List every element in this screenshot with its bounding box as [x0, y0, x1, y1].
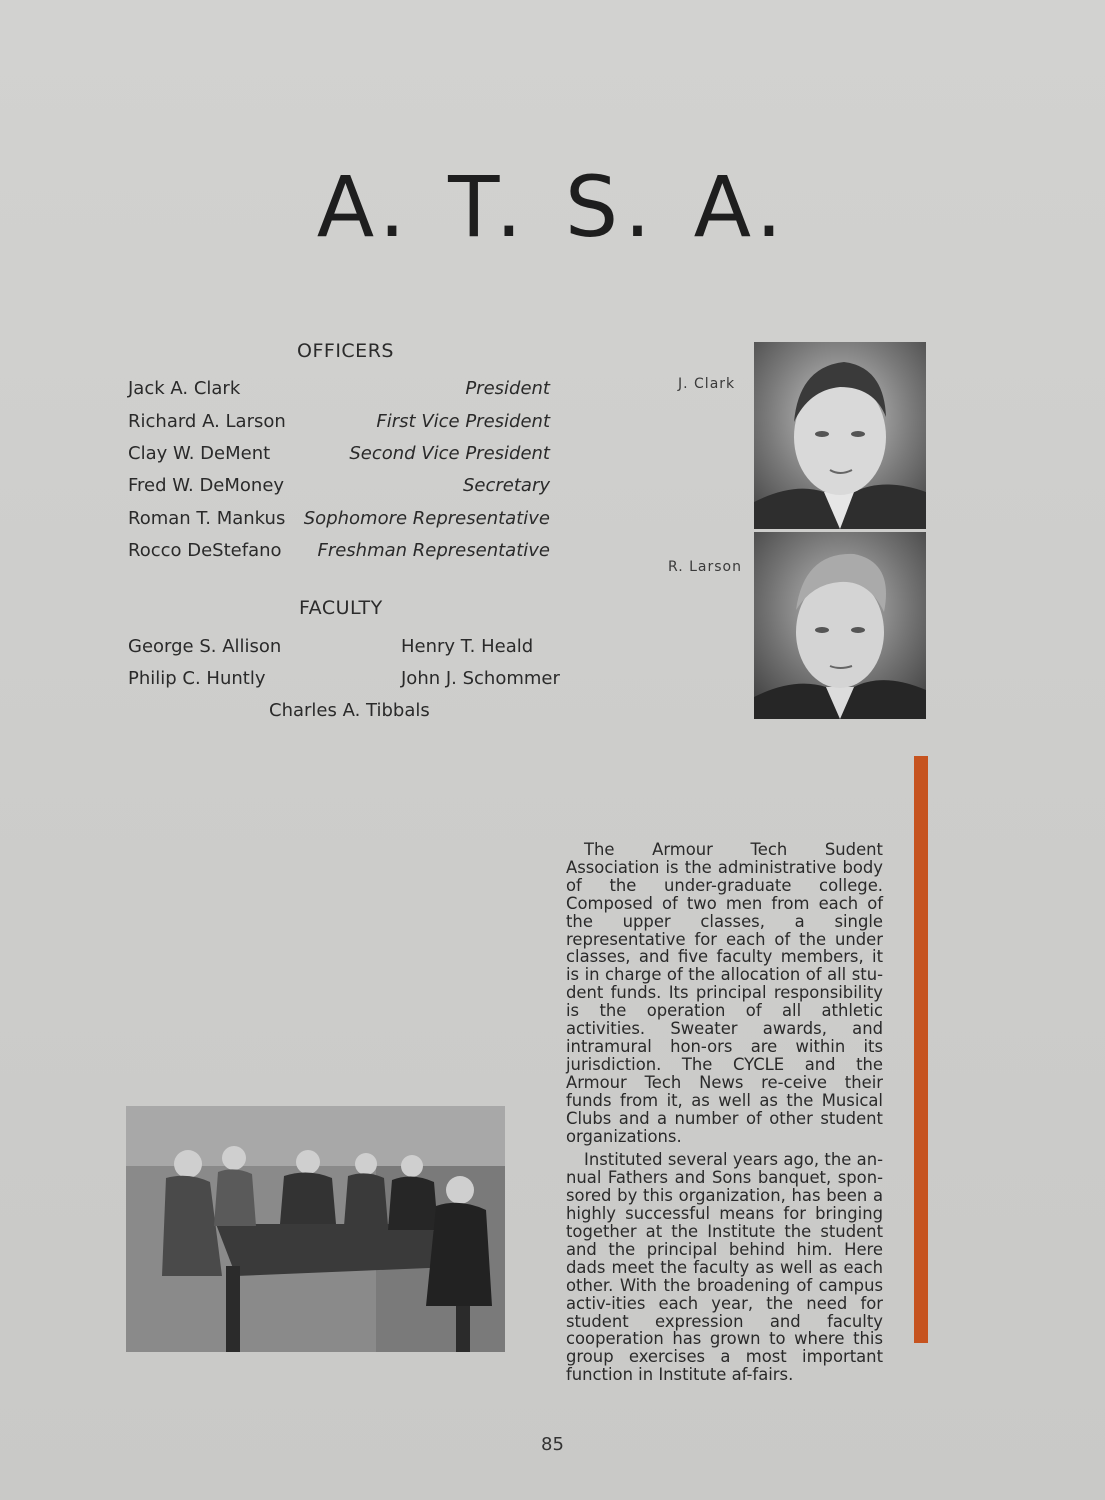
faculty-member: John J. Schommer — [401, 668, 560, 689]
photo-caption-larson: R. Larson — [668, 559, 742, 575]
officer-name: Jack A. Clark — [128, 378, 241, 399]
officers-heading: OFFICERS — [297, 340, 394, 362]
officer-row — [128, 540, 550, 570]
officer-name: Rocco DeStefano — [128, 540, 282, 561]
officer-name: Fred W. DeMoney — [128, 475, 285, 496]
officer-row — [128, 508, 550, 538]
officer-role: Secretary — [462, 475, 550, 496]
description-text — [566, 841, 883, 1390]
accent-bar — [914, 756, 928, 1343]
officer-role: President — [465, 378, 550, 399]
officer-role: Second Vice President — [349, 443, 550, 464]
faculty-heading: FACULTY — [299, 597, 383, 619]
faculty-member: Philip C. Huntly — [128, 668, 266, 689]
officer-row — [128, 378, 550, 408]
page-number: 85 — [541, 1434, 564, 1455]
portrait-larson-photo — [754, 532, 926, 719]
faculty-member: Henry T. Heald — [401, 636, 534, 657]
paragraph: The Armour Tech Sudent Association is the administrative body of the under-graduate college. Composed of two men from each of the upper classes, a single representative for each of the under classes, and five faculty members, it is in charge of the allocation of all stu-dent funds. Its principal responsibility is the operation of all athletic activities. Sweater awards, and intramural hon-ors are within its jurisdiction. The CYCLE and the Armour Tech News re-ceive their funds from it, as well as the Musical Clubs and a number of other student organizations. — [566, 840, 883, 1146]
paragraph: Instituted several years ago, the an-nual Fathers and Sons banquet, spon-sored by this organization, has been a highly successful means for bringing together at the Institute the student and the principal behind him. Here dads meet the faculty as well as each other. With the broadening of campus activ-ities each year, the need for student expression and faculty cooperation has grown to where this group exercises a most important function in Institute af-fairs. — [566, 1150, 883, 1385]
group-meeting-photo — [126, 1106, 505, 1352]
officer-role: First Vice President — [376, 411, 550, 432]
officer-role: Freshman Representative — [317, 540, 550, 561]
officer-row — [128, 443, 550, 473]
faculty-member: Charles A. Tibbals — [269, 700, 430, 721]
officer-name: Richard A. Larson — [128, 411, 286, 432]
officer-row — [128, 475, 550, 505]
portrait-clark-photo — [754, 342, 926, 529]
officer-row — [128, 411, 550, 441]
faculty-member: George S. Allison — [128, 636, 282, 657]
page-title: A. T. S. A. — [316, 158, 789, 256]
officer-name: Clay W. DeMent — [128, 443, 271, 464]
officer-name: Roman T. Mankus — [128, 508, 286, 529]
officer-role: Sophomore Representative — [303, 508, 550, 529]
photo-caption-clark: J. Clark — [678, 376, 736, 392]
